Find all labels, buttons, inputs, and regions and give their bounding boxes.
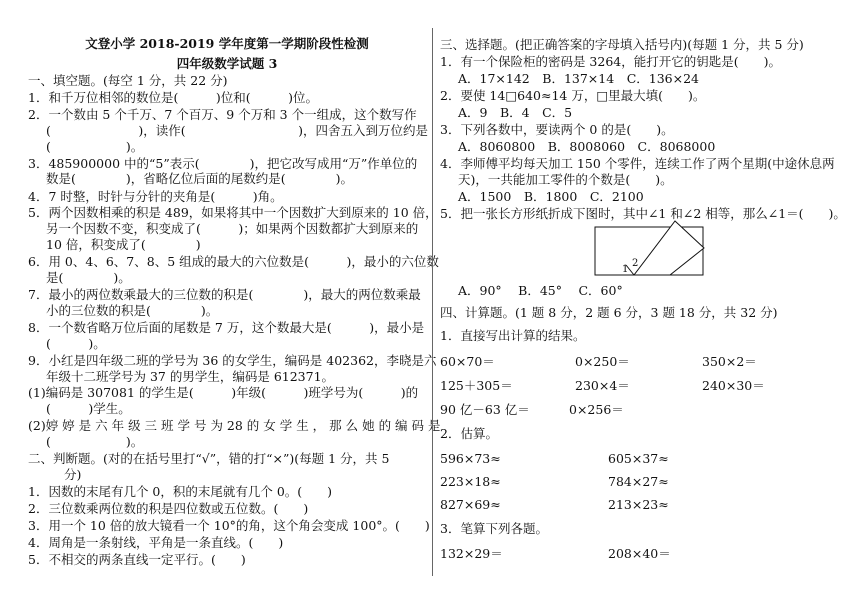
choice-5: 5．把一张长方形纸折成下图时，其中∠1 和∠2 相等，那么∠1＝( )。 <box>440 206 846 221</box>
section-3-header: 三、选择题。(把正确答案的字母填入括号内)(每题 1 分，共 5 分) <box>440 37 804 52</box>
question-1-8-line1: 8．一个数省略万位后面的尾数是 7 万，这个数最大是( )，最小是 <box>28 320 425 335</box>
exam-title: 文登小学 2018-2019 学年度第一学期阶段性检测 <box>85 36 369 51</box>
question-1-3-line1: 3．485900000 中的“5”表示( )，把它改写成用“万”作单位的 <box>28 156 418 171</box>
estimate-item: 784×27≈ <box>608 474 669 489</box>
exam-subtitle: 四年级数学试题 3 <box>176 56 278 71</box>
written-calc-title: 3．笔算下列各题。 <box>440 521 548 536</box>
choice-1: 1．有一个保险柜的密码是 3264，能打开它的钥匙是( )。 <box>440 54 781 69</box>
question-1-5-line2: 另一个因数不变，积变成了( )；如果两个因数都扩大到原来的 <box>46 221 419 236</box>
section-2-header-line1: 二、判断题。(对的在括号里打“√”，错的打“×”)(每题 1 分，共 5 <box>28 451 390 466</box>
angle-2-label: 2 <box>632 258 639 269</box>
question-1-7-line2: 小的三位数的积是( )。 <box>46 303 219 318</box>
question-1-9-part1-line2: ( )学生。 <box>46 401 131 416</box>
estimate-title: 2．估算。 <box>440 426 498 441</box>
judge-3: 3．用一个 10 倍的放大镜看一个 10°的角，这个角会变成 100°。( ) <box>28 518 430 533</box>
question-1-8-line2: ( )。 <box>46 336 106 351</box>
question-1-3-line2: 数是( )，省略亿位后面的尾数约是( )。 <box>46 171 354 186</box>
question-1-9-line1: 9．小红是四年级二班的学号为 36 的女学生，编码是 402362，李晓是六 <box>28 353 437 368</box>
question-1-9-part2-line2: ( )。 <box>46 434 144 449</box>
question-1-9-part2-line1: (2)婷 婷 是 六 年 级 三 班 学 号 为 28 的 女 学 生 ， 那 么 她 的 编 码 是 <box>28 418 441 433</box>
choice-2: 2．要使 14□640≈14 万，□里最大填( )。 <box>440 88 706 103</box>
section-2-header-line2: 分) <box>64 467 82 482</box>
question-1-2-line1: 2．一个数由 5 个千万、7 个百万、9 个万和 3 个一组成，这个数写作 <box>28 107 417 122</box>
estimate-item: 605×37≈ <box>608 451 669 466</box>
angle-1-label: 1 <box>622 264 629 275</box>
question-1-1: 1．和千万位相邻的数位是( )位和( )位。 <box>28 90 318 105</box>
calc-item: 230×4＝ <box>575 378 630 393</box>
question-1-7-line1: 7．最小的两位数乘最大的三位数的积是( )，最大的两位数乘最 <box>28 287 421 302</box>
estimate-item: 596×73≈ <box>440 451 501 466</box>
section-1-header: 一、填空题。(每空 1 分，共 22 分) <box>28 73 228 88</box>
written-calc-item: 208×40＝ <box>608 546 671 561</box>
calc-item: 240×30＝ <box>702 378 765 393</box>
calc-item: 90 亿－63 亿＝ <box>440 402 530 417</box>
folded-paper-figure <box>594 220 706 280</box>
section-4-header: 四、计算题。(1 题 8 分，2 题 6 分，3 题 18 分，共 32 分) <box>440 305 778 320</box>
judge-2: 2．三位数乘两位数的积是四位数或五位数。( ) <box>28 501 309 516</box>
judge-5: 5．不相交的两条直线一定平行。( ) <box>28 552 246 567</box>
choice-4-options: A．1500 B．1800 C．2100 <box>458 189 644 204</box>
judge-4: 4．周角是一条射线，平角是一条直线。( ) <box>28 535 284 550</box>
choice-3: 3．下列各数中，要读两个 0 的是( )。 <box>440 122 674 137</box>
question-1-5-line1: 5．两个因数相乘的积是 489，如果将其中一个因数扩大到原来的 10 倍， <box>28 205 438 220</box>
estimate-item: 827×69≈ <box>440 497 501 512</box>
judge-1: 1．因数的末尾有几个 0，积的末尾就有几个 0。( ) <box>28 484 333 499</box>
estimate-item: 223×18≈ <box>440 474 501 489</box>
question-1-2-line3: ( )。 <box>46 139 144 154</box>
question-1-4: 4．7 时整，时针与分针的夹角是( )角。 <box>28 189 283 204</box>
choice-2-options: A．9 B．4 C．5 <box>458 105 573 120</box>
question-1-2-line2: ( )，读作( )，四舍五入到万位约是 <box>46 123 429 138</box>
choice-1-options: A．17×142 B．137×14 C．136×24 <box>458 71 699 86</box>
calc-item: 0×256＝ <box>569 402 624 417</box>
choice-3-options: A．8060800 B．8008060 C．8068000 <box>458 139 716 154</box>
column-divider <box>432 28 433 576</box>
calc-item: 125＋305＝ <box>440 378 513 393</box>
choice-4-line1: 4．李师傅平均每天加工 150 个零件，连续工作了两个星期(中途休息两 <box>440 156 835 171</box>
written-calc-item: 132×29＝ <box>440 546 503 561</box>
calc-item: 350×2＝ <box>702 354 757 369</box>
folded-flap <box>634 221 704 275</box>
estimate-item: 213×23≈ <box>608 497 669 512</box>
choice-5-options: A．90° B．45° C．60° <box>458 283 623 298</box>
question-1-9-part1-line1: (1)编码是 307081 的学生是( )年级( )班学号为( )的 <box>28 385 419 400</box>
calc-item: 0×250＝ <box>575 354 630 369</box>
question-1-6-line2: 是( )。 <box>46 270 131 285</box>
choice-4-line2: 天)，一共能加工零件的个数是( )。 <box>458 172 673 187</box>
calc-item: 60×70＝ <box>440 354 495 369</box>
calc-part-1-title: 1．直接写出计算的结果。 <box>440 328 586 343</box>
question-1-6-line1: 6．用 0、4、6、7、8、5 组成的最大的六位数是( )，最小的六位数 <box>28 254 439 269</box>
question-1-5-line3: 10 倍，积变成了( ) <box>46 237 201 252</box>
question-1-9-line2: 年级十二班学号为 37 的男学生，编码是 612371。 <box>46 369 335 384</box>
